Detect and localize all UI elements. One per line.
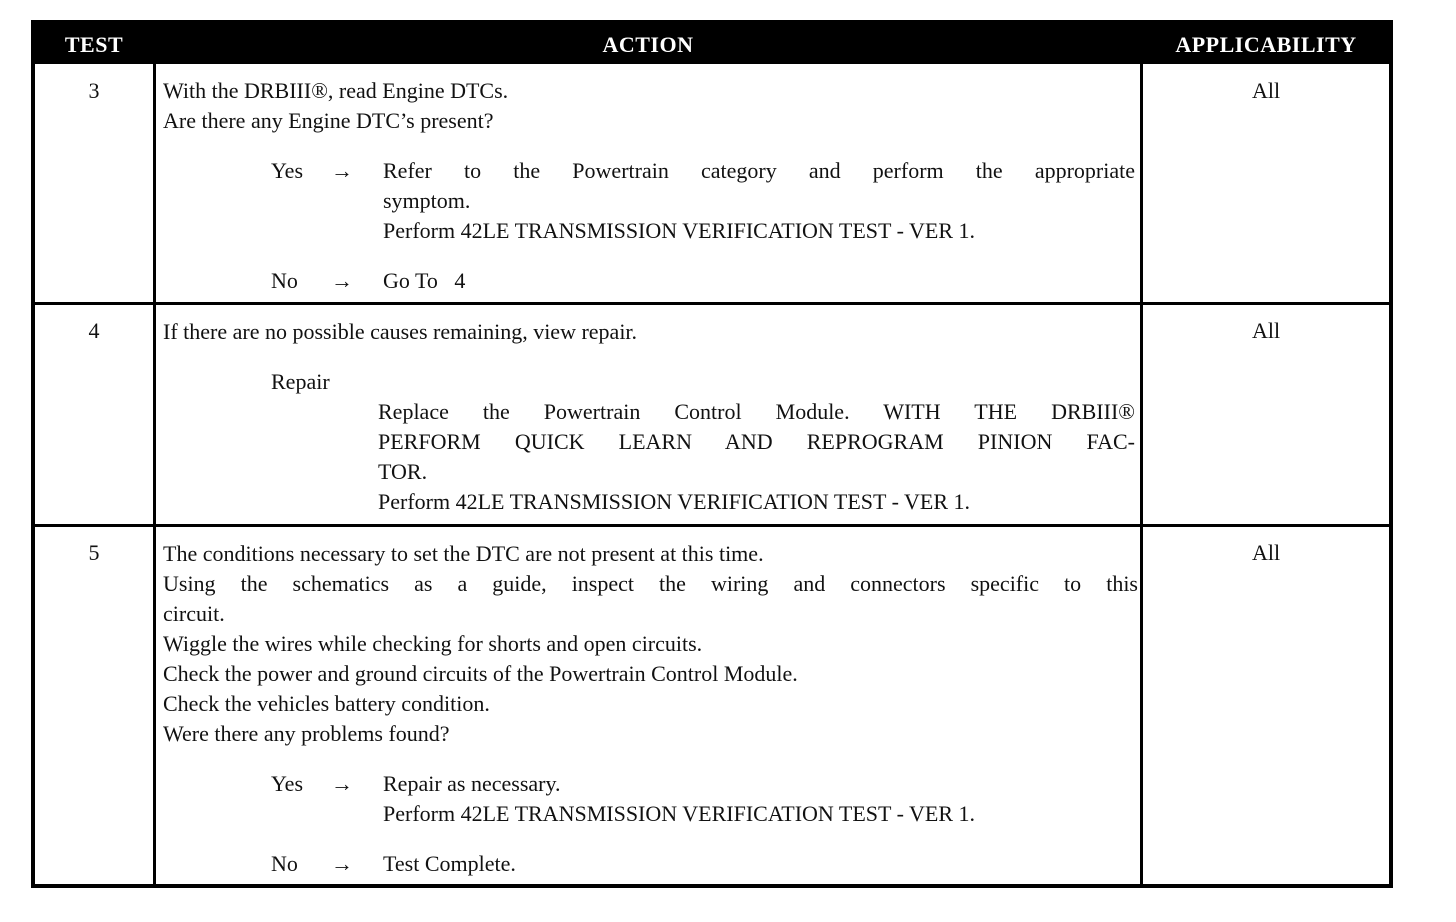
- header-action: ACTION: [602, 32, 694, 57]
- repair-line: Perform 42LE TRANSMISSION VERIFICATION TEST - VER 1.: [378, 489, 970, 514]
- action-line: With the DRBIII®, read Engine DTCs.: [163, 78, 509, 103]
- no-label: No: [271, 268, 298, 293]
- row-5-applicability: All: [1251, 540, 1281, 565]
- arrow-right-icon: →: [331, 158, 353, 183]
- header-applicability: APPLICABILITY: [1175, 32, 1357, 57]
- action-line: Are there any Engine DTC’s present?: [163, 108, 494, 133]
- result-line: Repair as necessary.: [383, 771, 561, 796]
- yes-label: Yes: [271, 158, 304, 183]
- yes-result: [383, 769, 1135, 829]
- no-label: No: [271, 851, 298, 876]
- action-line: Were there any problems found?: [163, 721, 450, 746]
- repair-line: Replace the Powertrain Control Module. WITH THE DRBIII®: [378, 399, 1135, 424]
- repair-line: TOR.: [378, 459, 428, 484]
- action-line: Using the schematics as a guide, inspect the wiring and connectors specific to this: [163, 571, 1138, 596]
- row-4-applicability: All: [1251, 318, 1281, 343]
- row-4-test-number: 4: [88, 318, 100, 343]
- action-line: Check the vehicles battery condition.: [163, 691, 490, 716]
- arrow-right-icon: →: [331, 851, 353, 876]
- yes-result: [383, 156, 1135, 246]
- row-5-test-number: 5: [88, 540, 100, 565]
- repair-label: Repair: [271, 369, 330, 394]
- row-divider: [35, 524, 1389, 527]
- header-test: TEST: [64, 32, 124, 57]
- arrow-right-icon: →: [331, 268, 353, 293]
- row-divider: [35, 302, 1389, 305]
- result-line: symptom.: [383, 188, 471, 213]
- result-line: Perform 42LE TRANSMISSION VERIFICATION TEST - VER 1.: [383, 218, 975, 243]
- row-4-action: [163, 317, 1138, 517]
- diagnostic-test-table: [31, 20, 1393, 888]
- yes-label: Yes: [271, 771, 304, 796]
- repair-text: [163, 397, 1135, 517]
- result-line: Perform 42LE TRANSMISSION VERIFICATION TEST - VER 1.: [383, 801, 975, 826]
- row-3-applicability: All: [1251, 78, 1281, 103]
- row-3-action: [163, 76, 1138, 296]
- column-divider: [1140, 64, 1143, 888]
- row-3-test-number: 3: [88, 78, 100, 103]
- row-5-action: [163, 539, 1138, 879]
- action-line: Check the power and ground circuits of the Powertrain Control Module.: [163, 661, 798, 686]
- table-header: [35, 24, 1389, 64]
- yes-branch: [163, 156, 1138, 243]
- no-branch: [163, 266, 1138, 296]
- action-line: If there are no possible causes remaining, view repair.: [163, 319, 638, 344]
- column-divider: [153, 64, 156, 888]
- action-line: The conditions necessary to set the DTC are not present at this time.: [163, 541, 764, 566]
- result-line: Refer to the Powertrain category and perform the appropriate: [383, 158, 1135, 183]
- action-line: circuit.: [163, 601, 225, 626]
- no-branch: [163, 849, 1138, 879]
- no-result: Go To 4: [383, 268, 466, 293]
- no-result: Test Complete.: [383, 851, 516, 876]
- repair-line: PERFORM QUICK LEARN AND REPROGRAM PINION FAC-: [378, 429, 1135, 454]
- yes-branch: [163, 769, 1138, 826]
- arrow-right-icon: →: [331, 771, 353, 796]
- action-line: Wiggle the wires while checking for shorts and open circuits.: [163, 631, 703, 656]
